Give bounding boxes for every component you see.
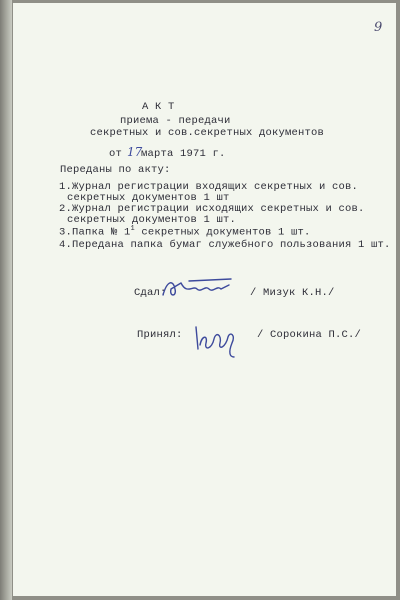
- handed-over-signature: [159, 275, 239, 301]
- received-label: Принял:: [137, 329, 183, 341]
- date-rest: марта 1971 г.: [141, 148, 226, 160]
- document-page: [13, 3, 396, 596]
- list-item-4: 4.Передана папка бумаг служебного пользования 1 шт.: [59, 239, 391, 251]
- document-subtitle-line-1: приема - передачи: [120, 115, 231, 127]
- handed-over-name: / Мизук К.Н./: [250, 287, 335, 299]
- list-item-2-line-2: секретных документов 1 шт.: [67, 214, 237, 226]
- received-signature: [192, 321, 240, 359]
- list-item-3-rest: секретных документов 1 шт.: [134, 226, 311, 239]
- list-item-2-line-1: 2.Журнал регистрации исходящих секретных и сов.: [59, 203, 365, 215]
- document-title: А К Т: [142, 101, 175, 113]
- document-subtitle-line-2: секретных и сов.секретных документов: [90, 127, 325, 139]
- list-item-3: [59, 225, 310, 239]
- binding-edge: [0, 0, 12, 600]
- handed-over-label: Сдал:: [134, 287, 167, 299]
- transfer-intro: Переданы по акту:: [60, 164, 171, 176]
- list-item-3-superscript: 1: [130, 225, 135, 233]
- list-item-3-start: 3.Папка № 1: [59, 226, 131, 239]
- list-item-1-line-1: 1.Журнал регистрации входящих секретных и сов.: [59, 181, 359, 193]
- date-prefix: от: [109, 148, 123, 160]
- page-number: 9: [374, 20, 383, 35]
- received-name: / Сорокина П.С./: [257, 329, 362, 341]
- list-item-1-line-2: секретных документов 1 шт: [67, 192, 230, 204]
- date-day-handwritten: 17: [127, 145, 143, 159]
